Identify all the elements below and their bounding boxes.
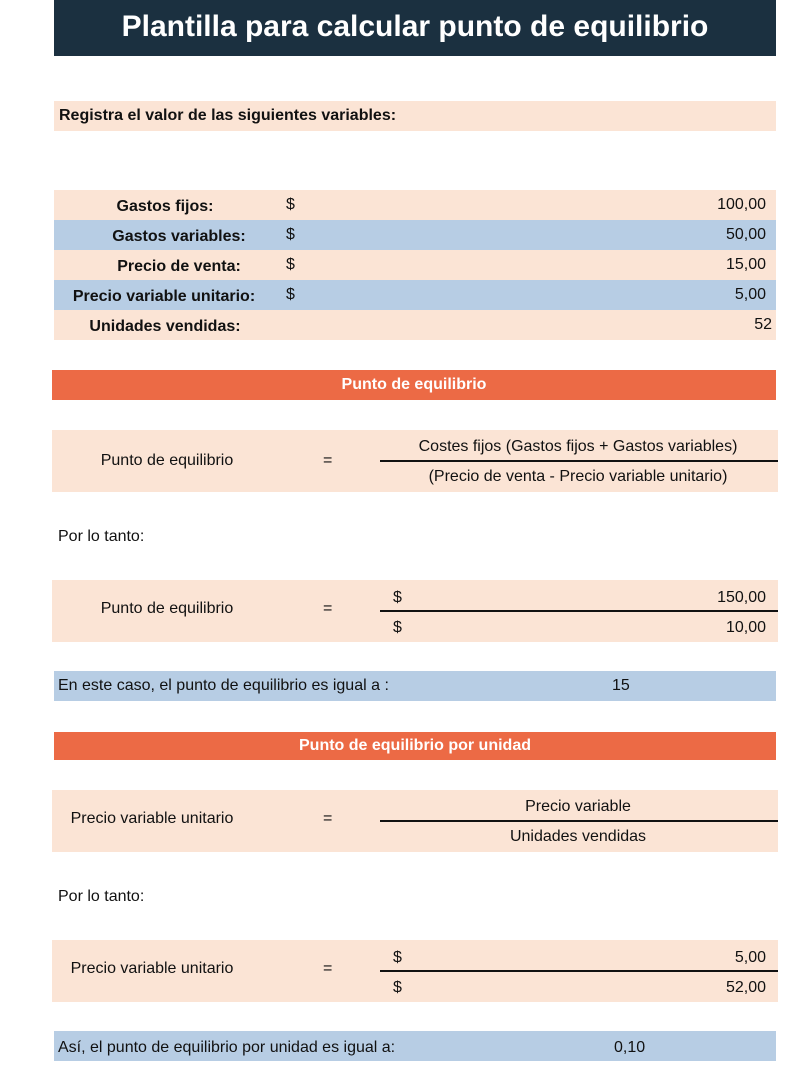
intro-banner <box>54 101 776 131</box>
variable-value[interactable]: 52 <box>754 316 772 333</box>
variable-currency: $ <box>286 196 295 213</box>
variable-label: Gastos variables: <box>112 228 246 245</box>
formula-numerator: Costes fijos (Gastos fijos + Gastos variables) <box>418 438 738 455</box>
denominator-value: 10,00 <box>725 619 766 636</box>
variable-label: Precio de venta: <box>117 258 241 275</box>
equals-sign: = <box>323 600 333 617</box>
variables-table <box>54 190 776 340</box>
formula-block <box>52 790 778 852</box>
variable-label: Unidades vendidas: <box>89 318 241 335</box>
variable-value[interactable]: 15,00 <box>725 256 766 273</box>
formula-block <box>52 430 778 492</box>
result-text: En este caso, el punto de equilibrio es igual a : <box>58 677 389 694</box>
fraction-line <box>380 610 778 612</box>
numerator-value: 150,00 <box>717 589 766 606</box>
calculation-label: Precio variable unitario <box>70 960 234 977</box>
variable-currency: $ <box>286 256 295 273</box>
calculation-block <box>52 940 778 1002</box>
result-row <box>54 1031 776 1061</box>
result-row <box>54 671 776 701</box>
equals-sign: = <box>323 960 333 977</box>
variable-row-unidades-vendidas <box>54 310 776 340</box>
result-value: 15 <box>612 677 630 694</box>
section-heading-punto-equilibrio: Punto de equilibrio <box>52 370 776 400</box>
variable-currency: $ <box>286 226 295 243</box>
formula-label: Punto de equilibrio <box>100 452 234 469</box>
intro-text: Registra el valor de las siguientes variables: <box>59 107 397 124</box>
equals-sign: = <box>323 452 333 469</box>
variable-row-gastos-variables <box>54 220 776 250</box>
denominator-value: 52,00 <box>725 979 766 996</box>
variable-value[interactable]: 5,00 <box>734 286 766 303</box>
therefore-text: Por lo tanto: <box>58 528 145 545</box>
result-text: Así, el punto de equilibrio por unidad es igual a: <box>58 1039 396 1056</box>
numerator-value: 5,00 <box>734 949 766 966</box>
formula-denominator: (Precio de venta - Precio variable unitario) <box>428 468 728 485</box>
calculation-block <box>52 580 778 642</box>
page-title: Plantilla para calcular punto de equilibrio <box>54 0 776 56</box>
formula-label: Precio variable unitario <box>70 810 234 827</box>
variable-value[interactable]: 50,00 <box>725 226 766 243</box>
equals-sign: = <box>323 810 333 827</box>
variable-value[interactable]: 100,00 <box>717 196 766 213</box>
numerator-currency: $ <box>393 589 402 606</box>
variable-row-precio-variable-unitario <box>54 280 776 310</box>
denominator-currency: $ <box>393 619 402 636</box>
denominator-currency: $ <box>393 979 402 996</box>
result-value: 0,10 <box>614 1039 646 1056</box>
variable-currency: $ <box>286 286 295 303</box>
fraction-line <box>380 970 778 972</box>
formula-numerator: Precio variable <box>525 798 631 815</box>
numerator-currency: $ <box>393 949 402 966</box>
formula-denominator: Unidades vendidas <box>509 828 647 845</box>
therefore-text: Por lo tanto: <box>58 888 145 905</box>
variable-row-gastos-fijos <box>54 190 776 220</box>
variable-row-precio-venta <box>54 250 776 280</box>
variable-label: Precio variable unitario: <box>72 288 256 305</box>
section-heading-punto-equilibrio-unidad: Punto de equilibrio por unidad <box>54 732 776 760</box>
calculation-label: Punto de equilibrio <box>100 600 234 617</box>
variable-label: Gastos fijos: <box>116 198 214 215</box>
